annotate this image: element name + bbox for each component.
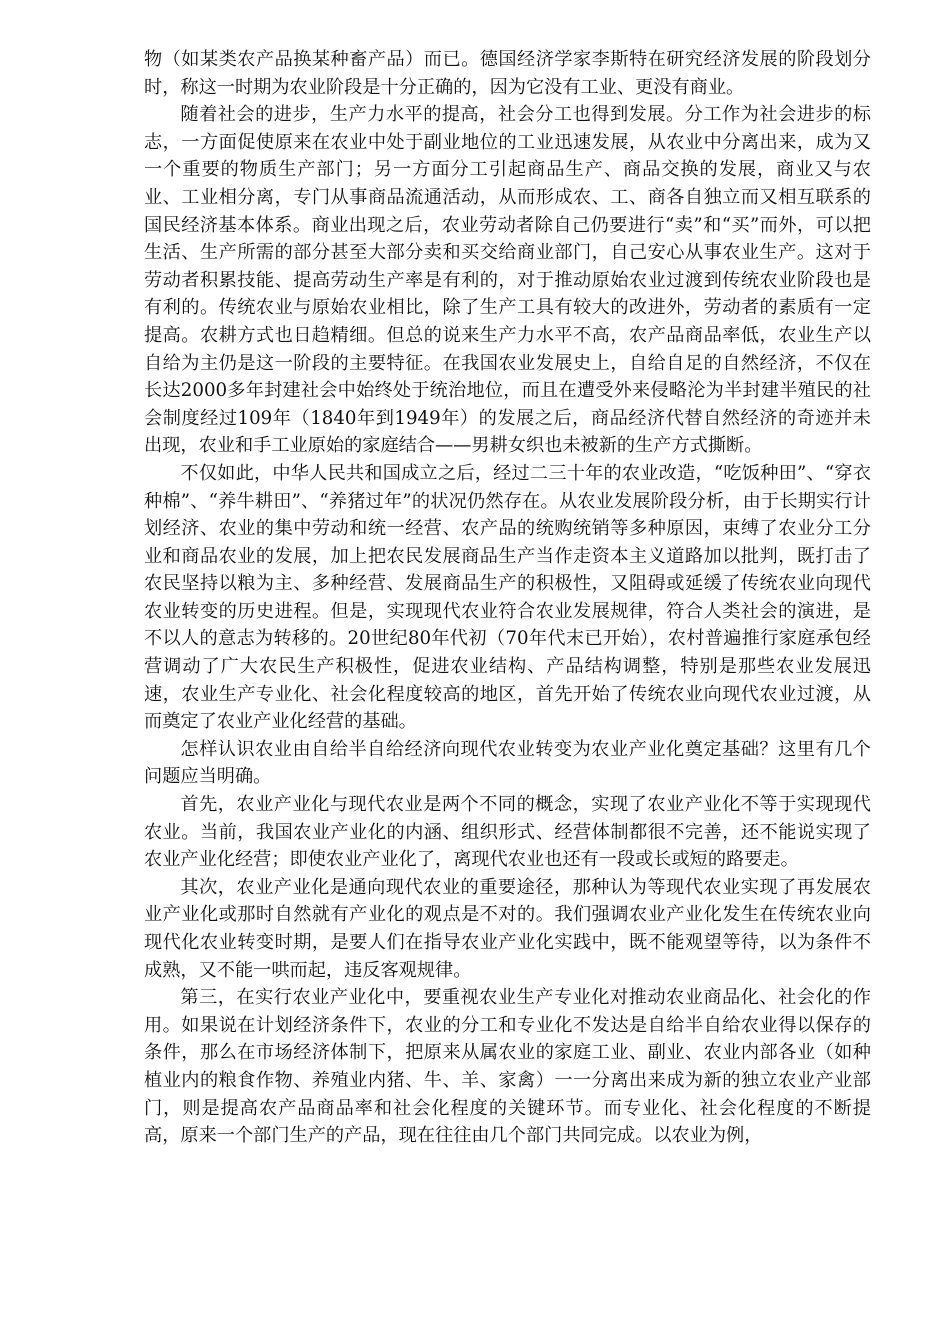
paragraph-question: 怎样认识农业由自给半自给经济向现代农业转变为农业产业化奠定基础？这里有几个问题应当明确。	[144, 738, 871, 788]
paragraph-continuation: 物（如某类农产品换某种畜产品）而已。德国经济学家李斯特在研究经济发展的阶段划分时，称这一时期为农业阶段是十分正确的，因为它没有工业、更没有商业。	[144, 49, 871, 98]
paragraph-second-point: 其次，农业产业化是通向现代农业的重要途径，那种认为等现代农业实现了再发展农业产业化或那时自然就有产业化的观点是不对的。我们强调农业产业化发生在传统农业向现代化农业转变时期，是要人们在指导农业产业化实践中，既不能观望等待，以为条件不成熟，又不能一哄而起，违反客观规律。	[144, 876, 871, 981]
paragraph-first-point: 首先，农业产业化与现代农业是两个不同的概念，实现了农业产业化不等于实现现代农业。当前，我国农业产业化的内涵、组织形式、经营体制都很不完善，还不能说实现了农业产业化经营；即使农业产业化了，离现代农业也还有一段或长或短的路要走。	[144, 794, 871, 871]
paragraph-after-founding: 不仅如此，中华人民共和国成立之后，经过二三十年的农业改造，“吃饭种田”、“穿衣种棉”、“养牛耕田”、“养猪过年”的状况仍然存在。从农业发展阶段分析，由于长期实行计划经济、农业的集中劳动和统一经营、农产品的统购统销等多种原因，束缚了农业分工分业和商品农业的发展，加上把农民发展商品生产当作走资本主义道路加以批判，既打击了农民坚持以粮为主、多种经营、发展商品生产的积极性，又阻碍或延缓了传统农业向现代农业转变的历史进程。但是，实现现代农业符合农业发展规律，符合人类社会的演进，是不以人的意志为转移的。20世纪80年代初（70年代末已开始），农村普遍推行家庭承包经营调动了广大农民生产积极性，促进农业结构、产品结构调整，特别是那些农业发展迅速，农业生产专业化、社会化程度较高的地区，首先开始了传统农业向现代农业过渡，从而奠定了农业产业化经营的基础。	[144, 462, 871, 733]
paragraph-third-point: 第三，在实行农业产业化中，要重视农业生产专业化对推动农业商品化、社会化的作用。如果说在计划经济条件下，农业的分工和专业化不发达是自给半自给农业得以保存的条件，那么在市场经济体制下，把原来从属农业的家庭工业、副业、农业内部各业（如种植业内的粮食作物、养殖业内猪、牛、羊、家禽）一一分离出来成为新的独立农业产业部门，则是提高农产品商品率和社会化程度的关键环节。而专业化、社会化程度的不断提高，原来一个部门生产的产品，现在往往由几个部门共同完成。以农业为例，	[144, 987, 871, 1147]
document-body	[144, 46, 871, 1150]
paragraph-social-division: 随着社会的进步，生产力水平的提高，社会分工也得到发展。分工作为社会进步的标志，一方面促使原来在农业中处于副业地位的工业迅速发展，从农业中分离出来，成为又一个重要的物质生产部门；另一方面分工引起商品生产、商品交换的发展，商业又与农业、工业相分离，专门从事商品流通活动，从而形成农、工、商各自独立而又相互联系的国民经济基本体系。商业出现之后，农业劳动者除自己仍要进行“卖”和“买”而外，可以把生活、生产所需的部分甚至大部分卖和买交给商业部门，自己安心从事农业生产。这对于劳动者积累技能、提高劳动生产率是有利的，对于推动原始农业过渡到传统农业阶段也是有利的。传统农业与原始农业相比，除了生产工具有较大的改进外，劳动者的素质有一定提高。农耕方式也日趋精细。但总的说来生产力水平不高，农产品商品率低，农业生产以自给为主仍是这一阶段的主要特征。在我国农业发展史上，自给自足的自然经济，不仅在长达2000多年封建社会中始终处于统治地位，而且在遭受外来侵略沦为半封建半殖民的社会制度经过109年（1840年到1949年）的发展之后，商品经济代替自然经济的奇迹并未出现，农业和手工业原始的家庭结合——男耕女织也未被新的生产方式撕断。	[144, 104, 871, 457]
